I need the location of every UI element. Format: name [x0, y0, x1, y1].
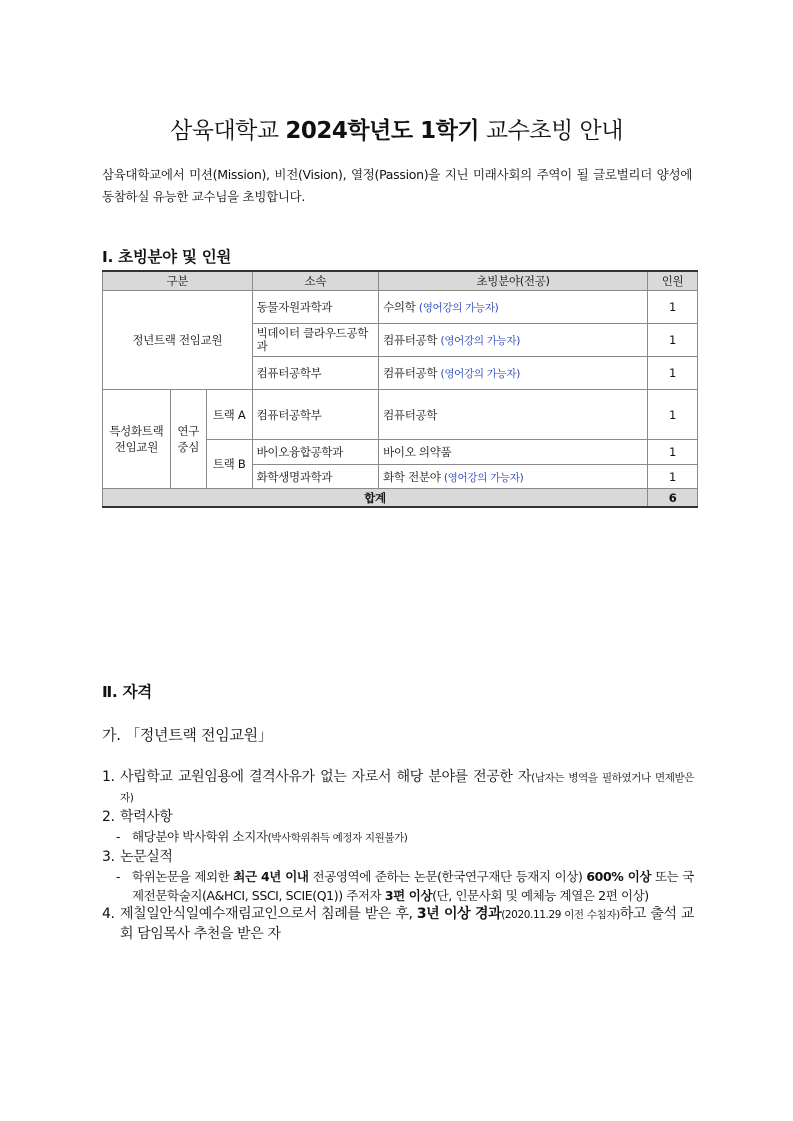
item-number: 3.: [102, 849, 115, 865]
research-focus-label: 연구 중심: [170, 390, 206, 489]
field-name: 컴퓨터공학: [383, 366, 438, 380]
total-count: 6: [648, 489, 698, 508]
sub-item-text: 전공영역에 준하는 논문(한국연구재단 등재지 이상): [308, 869, 587, 884]
header-category: 구분: [103, 271, 253, 291]
header-dept: 소속: [252, 271, 379, 291]
field-note: (영어강의 가능자): [418, 302, 499, 314]
dept-cell: 컴퓨터공학부: [252, 390, 379, 440]
special-track-label: 특성화트랙 전임교원: [103, 390, 171, 489]
emphasis-text: 600% 이상: [586, 869, 652, 884]
header-field: 초빙분야(전공): [379, 271, 648, 291]
count-cell: 1: [648, 390, 698, 440]
sub-item-text: 또는 국제전문학술지(A&HCI, SSCI, SCIE(Q1)) 주저자: [132, 869, 694, 903]
field-note: (영어강의 가능자): [440, 335, 521, 347]
recruitment-table: [102, 270, 698, 508]
title-part-2: 2024학년도 1학기: [285, 118, 480, 144]
sub-item-text: 해당분야 박사학위 소지자: [132, 829, 268, 844]
field-note: (영어강의 가능자): [440, 368, 521, 380]
item-text: 사립학교 교원임용에 결격사유가 없는 자로서 해당 분야를 전공한 자: [120, 769, 532, 785]
list-item: [102, 848, 694, 867]
list-item: [102, 808, 694, 827]
field-name: 컴퓨터공학: [383, 407, 438, 422]
header-count: 인원: [648, 271, 698, 291]
item-text: 학력사항: [120, 809, 173, 825]
item-number: 2.: [102, 809, 115, 825]
intro-paragraph: 삼육대학교에서 미션(Mission), 비전(Vision), 열정(Passion)을 지닌 미래사회의 주역이 될 글로벌리더 양성에 동참하실 유능한 교수님을 초빙합니다.: [102, 167, 692, 204]
field-cell: [379, 357, 648, 390]
emphasis-text: 3편 이상: [384, 888, 433, 903]
dept-cell: 컴퓨터공학부: [252, 357, 379, 390]
field-cell: [379, 291, 648, 324]
title-part-3: 교수초빙 안내: [479, 118, 623, 144]
sub-item-note: (박사학위취득 예정자 지원불가): [267, 832, 408, 844]
field-cell: [379, 324, 648, 357]
field-cell: [379, 465, 648, 489]
subsection-a-heading: 가. 「정년트랙 전임교원」: [102, 726, 273, 744]
qualification-list: [102, 768, 694, 944]
table-row: [103, 390, 698, 440]
track-b-label: 트랙 B: [206, 440, 252, 489]
title-part-1: 삼육대학교: [170, 118, 286, 144]
item-text: 제칠일안식일예수재림교인으로서 침례를 받은 후,: [120, 906, 417, 922]
item-note: (2020.11.29 이전 수침자): [501, 909, 620, 921]
list-item: [102, 768, 694, 808]
tenure-track-label: 정년트랙 전임교원: [103, 291, 253, 390]
track-a-label: 트랙 A: [206, 390, 252, 440]
dept-cell: 바이오융합공학과: [252, 440, 379, 465]
field-name: 바이오 의약품: [383, 445, 452, 459]
item-text: 논문실적: [120, 849, 173, 865]
count-cell: 1: [648, 465, 698, 489]
table-header-row: [103, 271, 698, 291]
dept-cell: 동물자원과학과: [252, 291, 379, 324]
section-1-heading: Ⅰ. 초빙분야 및 인원: [102, 248, 232, 266]
section-2-heading: Ⅱ. 자격: [102, 683, 152, 701]
item-number: 1.: [102, 769, 115, 785]
emphasis-text: 최근 4년 이내: [233, 869, 309, 884]
sub-item: - 해당분야 박사학위 소지자(박사학위취득 예정자 지원불가): [116, 829, 408, 844]
item-note: (남자는 병역을 필하였거나 면제받은 자): [120, 772, 694, 804]
field-cell: [379, 390, 648, 440]
item-text: 하고 출석 교회 담임목사 추천을 받은 자: [120, 906, 694, 942]
dept-cell: 빅데이터 클라우드공학과: [252, 324, 379, 357]
field-note: (영어강의 가능자): [443, 471, 524, 484]
list-item: [102, 905, 694, 944]
count-cell: 1: [648, 440, 698, 465]
count-cell: 1: [648, 291, 698, 324]
page-title: [0, 112, 793, 145]
sub-item-text: 학위논문을 제외한: [132, 869, 234, 884]
sub-item: - 학위논문을 제외한 최근 4년 이내 전공영역에 준하는 논문(한국연구재단 등재지 이상) 600% 이상 또는 국제전문학술지(A&HCI, SSCI, SCIE(Q1)) 주저자 3편 이상(단, 인문사회 및 예체능 계열은 2편 이상): [116, 869, 694, 903]
count-cell: 1: [648, 357, 698, 390]
emphasis-text: 3년 이상 경과: [416, 906, 502, 922]
field-name: 컴퓨터공학: [383, 333, 438, 347]
total-row: [103, 489, 698, 508]
field-name: 화학 전분야: [383, 469, 441, 484]
sub-item-text: (단, 인문사회 및 예체능 계열은 2편 이상): [432, 888, 649, 903]
count-cell: 1: [648, 324, 698, 357]
item-number: 4.: [102, 906, 115, 922]
total-label: 합계: [103, 489, 648, 508]
table-row: [103, 291, 698, 324]
dept-cell: 화학생명과학과: [252, 465, 379, 489]
field-cell: [379, 440, 648, 465]
field-name: 수의학: [383, 300, 416, 314]
